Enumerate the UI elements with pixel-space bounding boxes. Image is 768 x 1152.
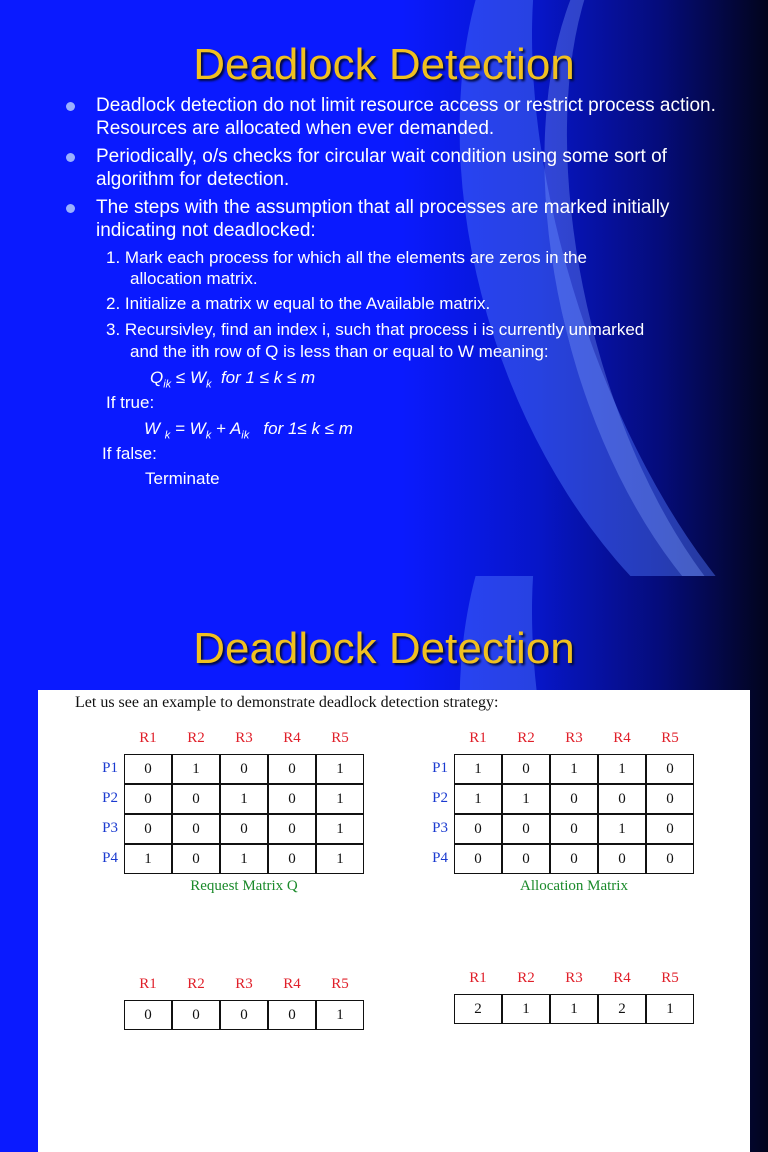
column-header: R2 <box>187 976 205 992</box>
matrix-cell: 0 <box>646 814 694 844</box>
panel-caption: Let us see an example to demonstrate deadlock detection strategy: <box>75 694 499 711</box>
matrix-cell: 1 <box>124 844 172 874</box>
matrix-cell: 1 <box>454 754 502 784</box>
column-header: R3 <box>565 730 583 746</box>
row-header: P3 <box>102 820 118 836</box>
allocation-matrix <box>418 730 718 930</box>
slide-title: Deadlock Detection <box>193 40 575 89</box>
matrix-cell: 1 <box>316 814 364 844</box>
matrix-cell: 1 <box>220 844 268 874</box>
column-header: R1 <box>139 730 157 746</box>
matrix-cell: 0 <box>172 784 220 814</box>
row-header: P4 <box>102 850 118 866</box>
matrix-cell: 0 <box>124 814 172 844</box>
matrix-cell: 1 <box>550 994 598 1024</box>
step-1-cont: allocation matrix. <box>130 269 258 288</box>
bullet-dot-icon <box>66 153 75 162</box>
step-2: 2. Initialize a matrix w equal to the Available matrix. <box>106 294 491 313</box>
column-header: R4 <box>283 730 301 746</box>
bullet-item <box>66 196 736 242</box>
matrix-cell: 0 <box>268 754 316 784</box>
bullet-item <box>66 94 736 140</box>
matrix-cell: 1 <box>316 754 364 784</box>
matrix-cell: 1 <box>598 754 646 784</box>
matrix-cell: 0 <box>124 1000 172 1030</box>
column-header: R4 <box>283 976 301 992</box>
matrix-cell: 1 <box>502 994 550 1024</box>
matrix-cell: 1 <box>502 784 550 814</box>
matrix-cell: 0 <box>268 784 316 814</box>
slide-title: Deadlock Detection <box>193 624 575 673</box>
column-header: R5 <box>661 970 679 986</box>
slide-2 <box>0 576 768 1152</box>
column-header: R4 <box>613 970 631 986</box>
matrix-cell: 0 <box>220 754 268 784</box>
row-header: P2 <box>432 790 448 806</box>
column-header: R1 <box>469 970 487 986</box>
matrix-cell: 0 <box>220 814 268 844</box>
column-header: R4 <box>613 730 631 746</box>
matrix-cell: 0 <box>124 754 172 784</box>
matrix-cell: 0 <box>550 784 598 814</box>
bullet-text: Deadlock detection do not limit resource access or restrict process action. Resources are allocated when ever demanded. <box>96 95 716 139</box>
column-header: R2 <box>517 970 535 986</box>
matrix-cell: 0 <box>502 814 550 844</box>
matrix-cell: 0 <box>646 754 694 784</box>
column-header: R5 <box>661 730 679 746</box>
matrix-cell: 0 <box>172 1000 220 1030</box>
matrix-cell: 0 <box>598 784 646 814</box>
column-header: R3 <box>565 970 583 986</box>
matrix-cell: 0 <box>172 844 220 874</box>
matrix-cell: 0 <box>220 1000 268 1030</box>
formula-update: W $_k = W_k + A_{ik}$ for 1≤ k ≤ m <box>144 419 353 442</box>
step-1: 1. Mark each process for which all the elements are zeros in the <box>106 248 587 267</box>
row-header: P3 <box>432 820 448 836</box>
bullet-text: The steps with the assumption that all processes are marked initially indicating not deadlocked: <box>96 197 670 241</box>
matrix-cell: 0 <box>454 814 502 844</box>
if-true-label: If true: <box>106 393 155 412</box>
matrix-cell: 0 <box>502 754 550 784</box>
matrix-cell: 0 <box>124 784 172 814</box>
matrix-cell: 1 <box>598 814 646 844</box>
column-header: R5 <box>331 730 349 746</box>
matrix-cell: 2 <box>454 994 502 1024</box>
bullet-list <box>66 94 736 247</box>
column-header: R5 <box>331 976 349 992</box>
bottom-right-matrix <box>418 970 718 1050</box>
column-header: R1 <box>469 730 487 746</box>
step-3-cont: and the ith row of Q is less than or equal to W meaning: <box>130 342 549 361</box>
matrix-cell: 0 <box>646 784 694 814</box>
matrix-cell: 0 <box>172 814 220 844</box>
bottom-left-matrix <box>88 976 388 1056</box>
matrix-cell: 1 <box>316 784 364 814</box>
matrix-caption: Request Matrix Q <box>190 878 298 894</box>
matrix-cell: 1 <box>172 754 220 784</box>
column-header: R1 <box>139 976 157 992</box>
row-header: P4 <box>432 850 448 866</box>
matrix-cell: 0 <box>268 1000 316 1030</box>
matrix-cell: 0 <box>550 844 598 874</box>
column-header: R2 <box>187 730 205 746</box>
matrix-cell: 2 <box>598 994 646 1024</box>
row-header: P1 <box>102 760 118 776</box>
row-header: P2 <box>102 790 118 806</box>
request-matrix <box>88 730 388 930</box>
matrix-cell: 1 <box>646 994 694 1024</box>
matrix-cell: 1 <box>316 1000 364 1030</box>
matrix-cell: 0 <box>646 844 694 874</box>
matrix-cell: 1 <box>316 844 364 874</box>
terminate-label: Terminate <box>145 469 220 488</box>
matrix-cell: 1 <box>220 784 268 814</box>
matrix-cell: 1 <box>550 754 598 784</box>
bullet-dot-icon <box>66 204 75 213</box>
column-header: R2 <box>517 730 535 746</box>
matrix-cell: 0 <box>502 844 550 874</box>
bullet-text: Periodically, o/s checks for circular wait condition using some sort of algorithm for detection. <box>96 146 667 190</box>
column-header: R3 <box>235 730 253 746</box>
bullet-item <box>66 145 736 191</box>
matrix-cell: 0 <box>454 844 502 874</box>
matrix-caption: Allocation Matrix <box>520 878 628 894</box>
matrix-cell: 0 <box>550 814 598 844</box>
step-3: 3. Recursivley, find an index i, such that process i is currently unmarked <box>106 320 645 339</box>
matrix-cell: 0 <box>268 844 316 874</box>
matrix-cell: 0 <box>268 814 316 844</box>
bullet-dot-icon <box>66 102 75 111</box>
matrix-cell: 0 <box>598 844 646 874</box>
column-header: R3 <box>235 976 253 992</box>
formula-condition: $Q_{ik} \le W_k$ for 1 ≤ k ≤ m <box>150 368 316 391</box>
if-false-label: If false: <box>102 444 157 463</box>
matrix-cell: 1 <box>454 784 502 814</box>
example-panel <box>38 690 750 1152</box>
row-header: P1 <box>432 760 448 776</box>
